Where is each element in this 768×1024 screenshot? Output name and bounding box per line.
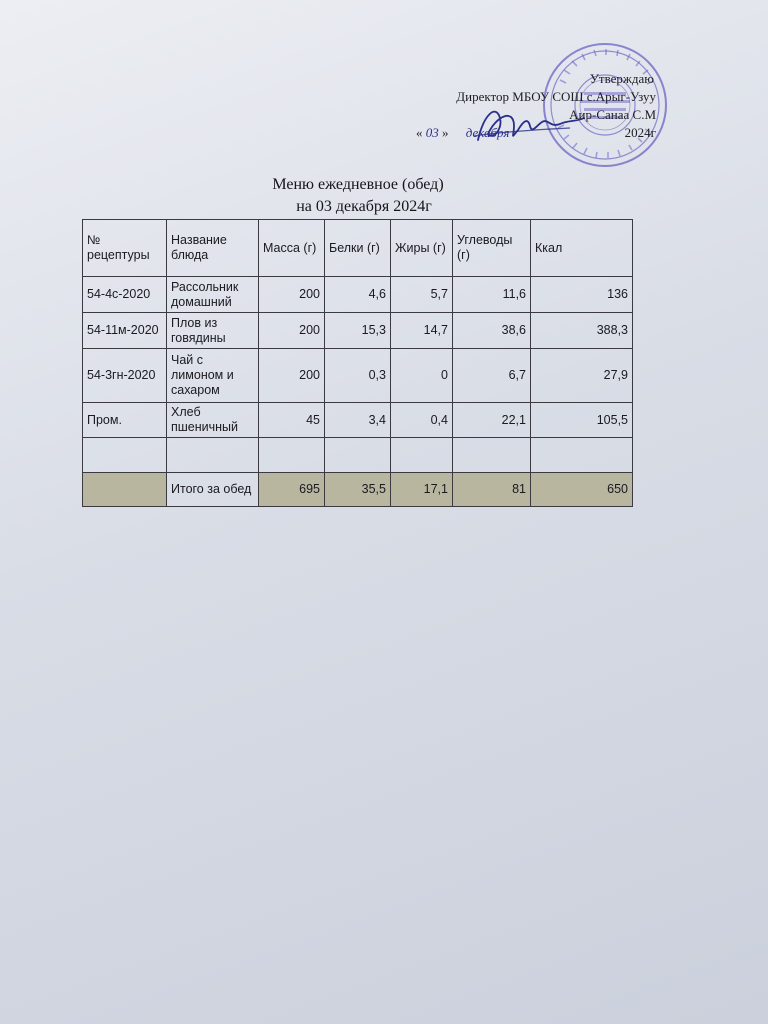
approval-name: Аир-Санаа С.М: [569, 107, 656, 122]
approval-director: Директор МБОУ СОШ с.Арыг-Узуу: [456, 89, 656, 104]
cell-mass: 45: [259, 403, 325, 438]
cell-protein: 4,6: [325, 277, 391, 313]
empty-cell: [531, 438, 633, 473]
cell-fat: 0,4: [391, 403, 453, 438]
table-row: [83, 313, 633, 349]
date-quote-close: »: [442, 125, 449, 140]
cell-recipe: 54-4с-2020: [83, 277, 167, 313]
empty-cell: [83, 438, 167, 473]
cell-carbs: 38,6: [453, 313, 531, 349]
empty-cell: [391, 438, 453, 473]
table-row: [83, 277, 633, 313]
date-day: 03: [425, 125, 439, 140]
header-carbs: Углеводы (г): [453, 220, 531, 277]
approval-date: [416, 124, 656, 142]
cell-kcal: 105,5: [531, 403, 633, 438]
cell-mass: 200: [259, 277, 325, 313]
header-kcal: Ккал: [531, 220, 633, 277]
empty-cell: [259, 438, 325, 473]
approval-heading: Утверждаю: [589, 71, 654, 86]
cell-kcal: 27,9: [531, 349, 633, 403]
header-mass: Масса (г): [259, 220, 325, 277]
cell-fat: 5,7: [391, 277, 453, 313]
approval-block: [416, 70, 656, 142]
total-cell-recipe: [83, 473, 167, 507]
cell-protein: 3,4: [325, 403, 391, 438]
cell-recipe: Пром.: [83, 403, 167, 438]
header-recipe: № рецептуры: [83, 220, 167, 277]
cell-dish: Чай с лимоном и сахаром: [167, 349, 259, 403]
header-dish: Название блюда: [167, 220, 259, 277]
cell-recipe: 54-3гн-2020: [83, 349, 167, 403]
total-kcal: 650: [531, 473, 633, 507]
cell-dish: Хлеб пшеничный: [167, 403, 259, 438]
table-row: [83, 403, 633, 438]
cell-dish: Рассольник домашний: [167, 277, 259, 313]
table-row-empty: [83, 438, 633, 473]
page-title: Меню ежедневное (обед): [272, 176, 444, 193]
empty-cell: [325, 438, 391, 473]
date-month: декабря: [465, 125, 510, 140]
total-fat: 17,1: [391, 473, 453, 507]
total-mass: 695: [259, 473, 325, 507]
cell-carbs: 11,6: [453, 277, 531, 313]
cell-recipe: 54-11м-2020: [83, 313, 167, 349]
cell-mass: 200: [259, 313, 325, 349]
table-header-row: [83, 220, 633, 277]
page-subtitle: на 03 декабря 2024г: [296, 198, 432, 215]
total-label: Итого за обед: [167, 473, 259, 507]
cell-dish: Плов из говядины: [167, 313, 259, 349]
header-protein: Белки (г): [325, 220, 391, 277]
date-year: 2024г: [624, 125, 656, 140]
total-protein: 35,5: [325, 473, 391, 507]
total-carbs: 81: [453, 473, 531, 507]
cell-kcal: 388,3: [531, 313, 633, 349]
date-quote-open: «: [416, 125, 423, 140]
cell-carbs: 6,7: [453, 349, 531, 403]
cell-kcal: 136: [531, 277, 633, 313]
table-row: [83, 349, 633, 403]
menu-table: [82, 219, 633, 507]
table-total-row: [83, 473, 633, 507]
cell-fat: 0: [391, 349, 453, 403]
cell-mass: 200: [259, 349, 325, 403]
cell-carbs: 22,1: [453, 403, 531, 438]
cell-protein: 15,3: [325, 313, 391, 349]
cell-fat: 14,7: [391, 313, 453, 349]
cell-protein: 0,3: [325, 349, 391, 403]
header-fat: Жиры (г): [391, 220, 453, 277]
empty-cell: [167, 438, 259, 473]
empty-cell: [453, 438, 531, 473]
